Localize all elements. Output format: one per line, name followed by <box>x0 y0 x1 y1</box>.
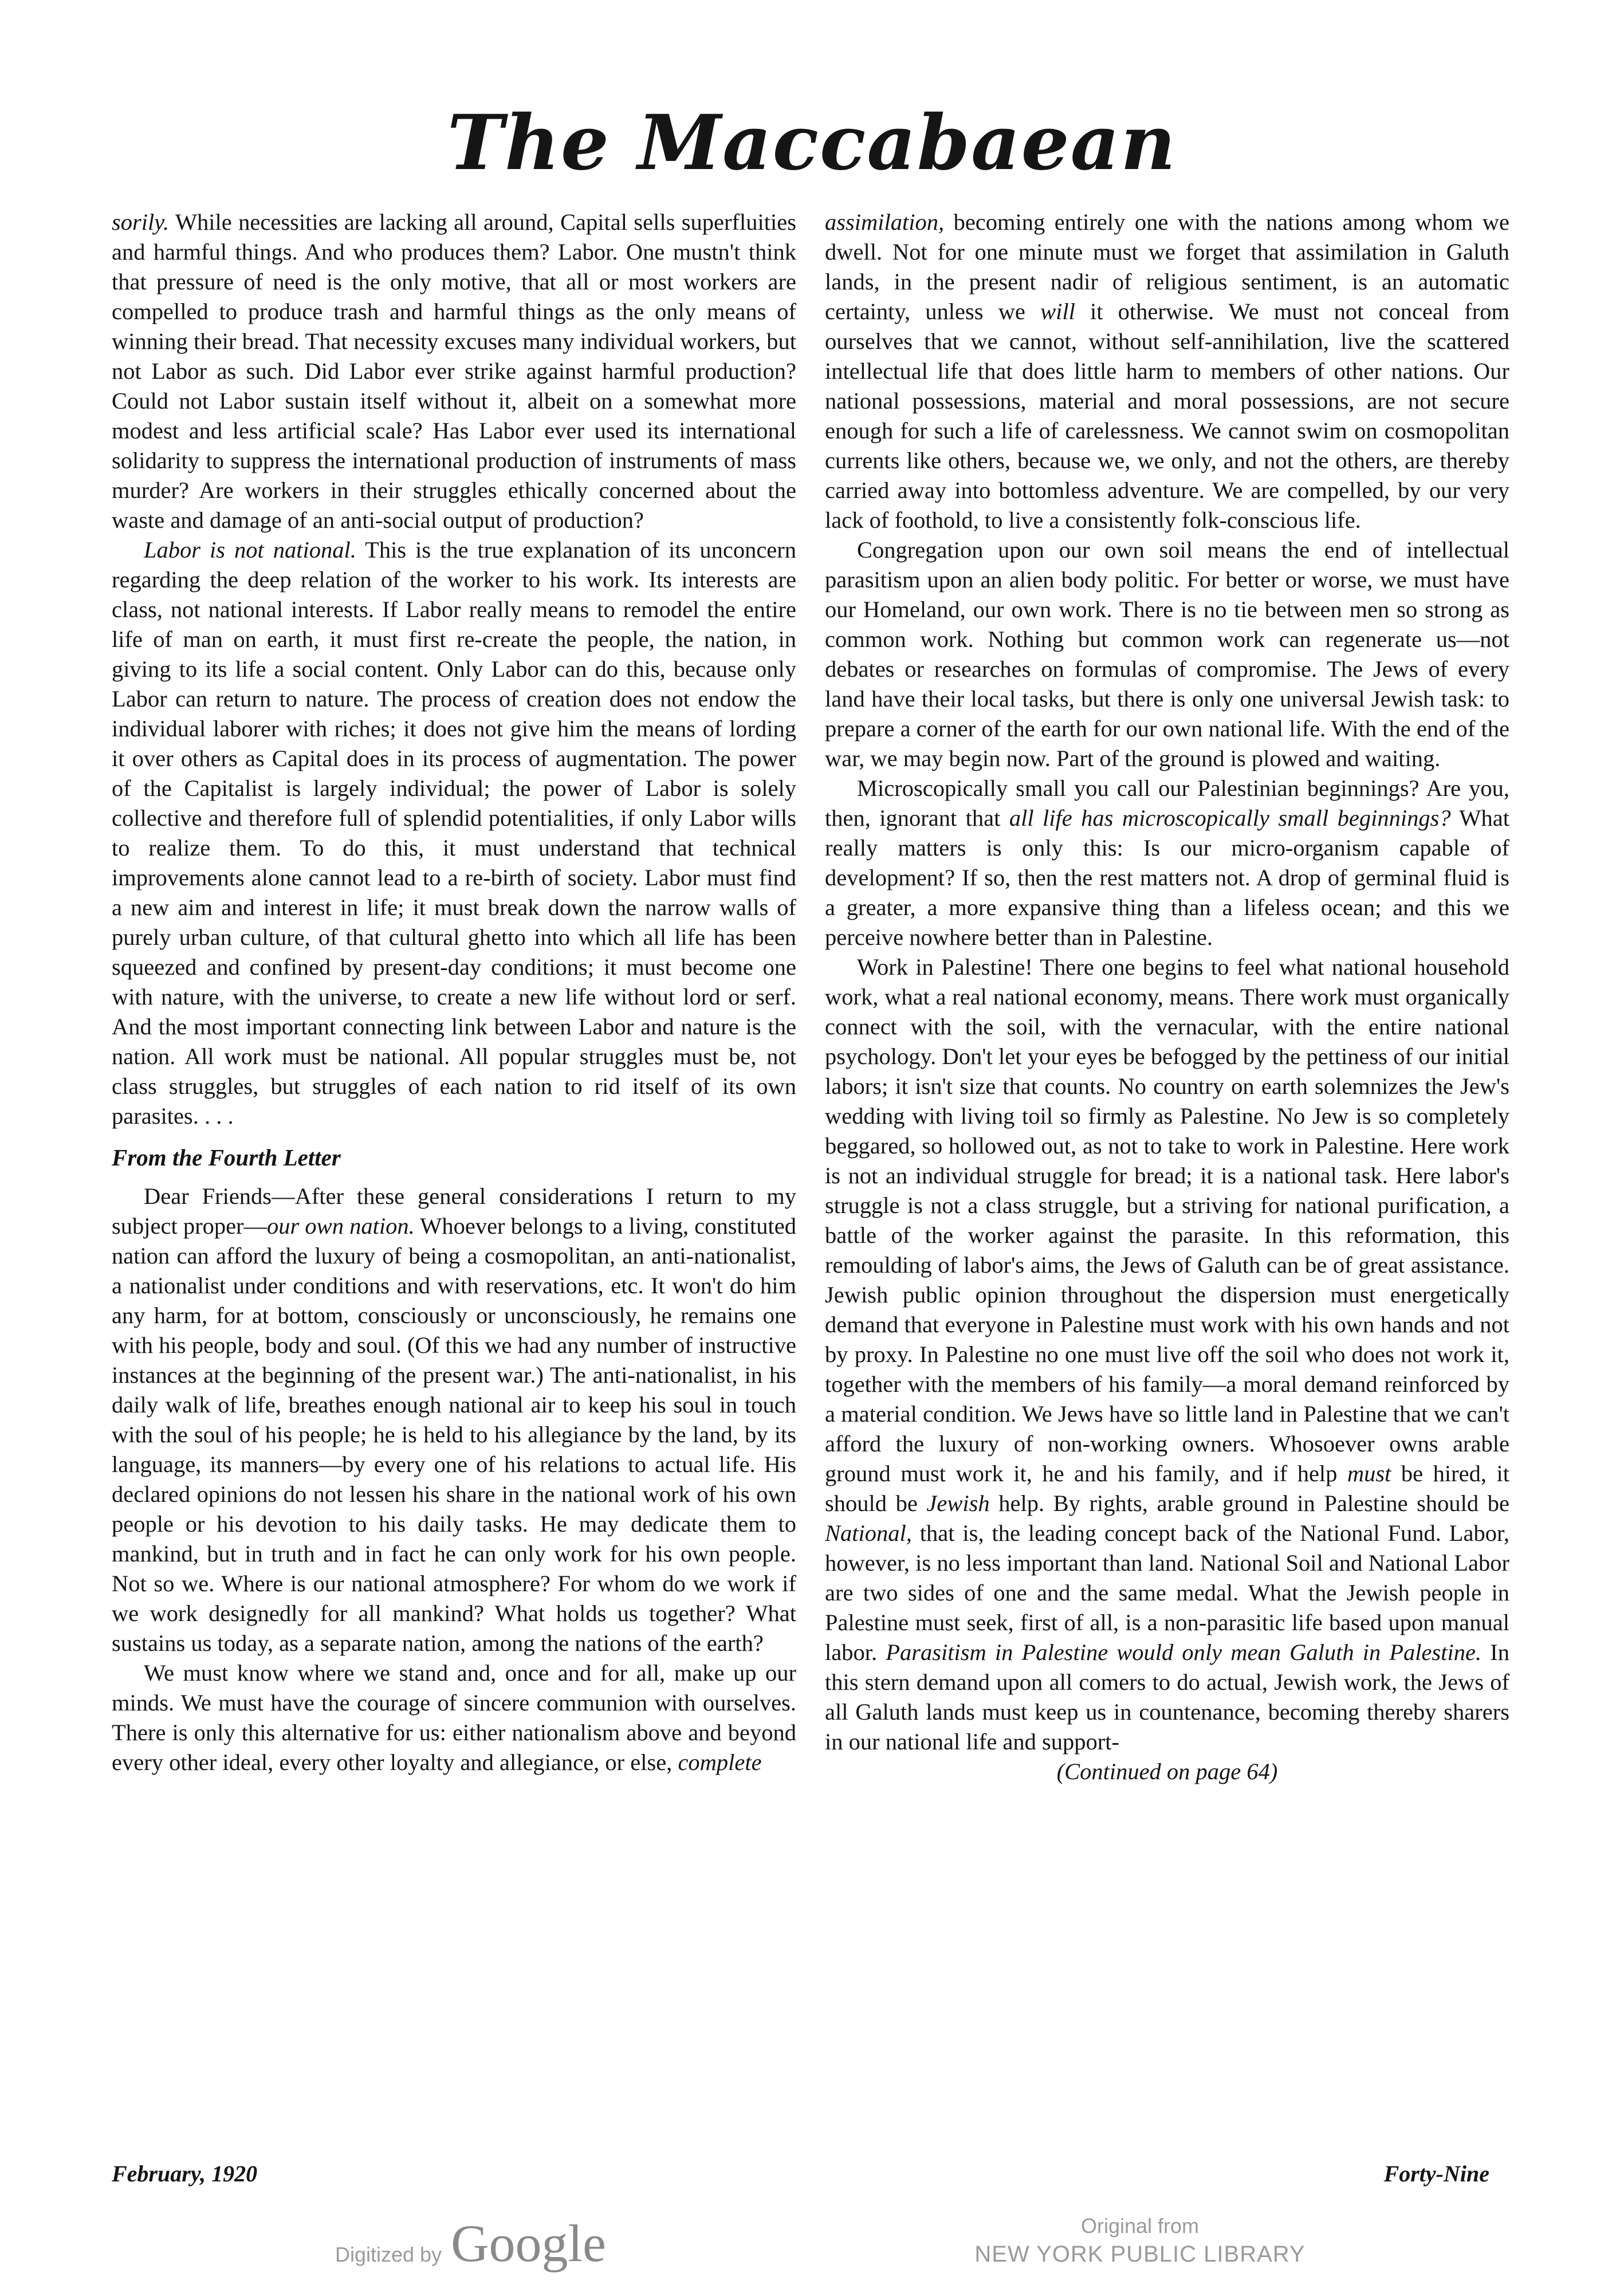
italic-text: complete <box>678 1749 762 1775</box>
paragraph-text: We must know where we stand and, once and for all, make up our minds. We must have the courage of sincere communion with ourselves. There is only this alternative for us: either nationalism above and beyond every other ideal, every other loyalty and allegiance, or else, <box>112 1660 796 1775</box>
paragraph-text: Work in Palestine! There one begins to feel what national household work, what a real national economy, means. There work must organically connect with the soil, with the vernacular, with the entire national psychology. Don't let your eyes be befogged by the pettiness of our initial labors; it isn't size that counts. No country on earth solemnizes the Jew's wedding with living toil so firmly as Palestine. No Jew is so completely beggared, so hollowed out, as not to take to work in Palestine. Here work is not an individual struggle for bread; it is a national task. Here labor's struggle is not a class struggle, but a striving for national purification, a battle of the worker against the parasite. In this reformation, this remoulding of labor's aims, the Jews of Galuth can be of great assistance. Jewish public opinion throughout the dispersion must energetically demand that everyone in Palestine must work with his own hands and not by proxy. In Palestine no one must live off the soil who does not work it, together with the members of his family—a moral demand reinforced by a material condition. We Jews have so little land in Palestine that we can't afford the luxury of non-working owners. Whosoever owns arable ground must work it, he and his family, and if help <box>825 954 1509 1486</box>
paragraph-text: be hired, it should be <box>825 1461 1509 1516</box>
paragraph-text: becoming entirely one with the nations among whom we dwell. Not for one minute must we forget that assimilation in Galuth lands, in the present nadir of religious sentiment, is an automatic certainty, unless we <box>825 209 1509 324</box>
italic-text: assimilation, <box>825 209 945 235</box>
section-heading: From the Fourth Letter <box>112 1144 341 1171</box>
page-number: Forty-Nine <box>1383 2161 1489 2187</box>
left-column <box>112 207 796 2127</box>
paragraph-text: What really matters is only this: Is our micro-organism capable of development? If so, then the rest matters not. A drop of germinal fluid is a greater, a more expansive thing than a lifeless ocean; and this we perceive nowhere better than in Palestine. <box>825 805 1509 950</box>
italic-text: Jewish <box>926 1490 990 1516</box>
italic-text: all life has microscopically small beginnings? <box>1009 805 1451 831</box>
paragraph-text: Whoever belongs to a living, constituted nation can afford the luxury of being a cosmopolitan, an anti-nationalist, a nationalist under conditions and with reservations, etc. It won't do him any harm, for at bottom, consciously or unconsciously, he remains one with his people, body and soul. (Of this we had any number of instructive instances at the beginning of the present war.) The anti-nationalist, in his daily walk of life, breathes enough national air to keep his soul in touch with the soul of his people; he is held to his allegiance by the land, by its language, its manners—by every one of his relations to actual life. His declared opinions do not lessen his share in the national work of his own people or his devotion to his daily tasks. He may dedicate them to mankind, but in truth and in fact he can only work for his own people. Not so we. Where is our national atmosphere? For whom do we work if we work designedly for all mankind? What holds us together? What sustains us today, as a separate nation, among the nations of the earth? <box>112 1213 796 1656</box>
google-logo: Google <box>451 2214 606 2273</box>
paragraph-text: This is the true explanation of its unconcern regarding the deep relation of the worker to his work. Its interests are class, not national interests. If Labor really means to remodel the entire life of man on earth, it must first re-create the people, the nation, in giving to its life a social content. Only Labor can do this, because only Labor can return to nature. The process of creation does not endow the individual laborer with riches; it does not give him the means of lording it over others as Capital does in its process of augmentation. The power of the Capitalist is largely individual; the power of Labor is solely collective and therefore full of splendid potentialities, if only Labor wills to realize them. To do this, it must understand that technical improvements alone cannot lead to a re-birth of society. Labor must find a new aim and interest in life; it must break down the narrow walls of purely urban culture, of that cultural ghetto into which all life has been squeezed and confined by present-day conditions; it must become one with nature, with the universe, to create a new life without lord or serf. And the most important connecting link between Labor and nature is the nation. All work must be national. All popular struggles must be, not class struggles, but struggles of each nation to rid itself of its own parasites. . . . <box>112 537 797 1129</box>
italic-text: Parasitism in Palestine would only mean Galuth in Palestine. <box>886 1639 1482 1665</box>
paragraph <box>825 952 1509 1757</box>
library-watermark <box>968 2213 1312 2269</box>
paragraph <box>825 774 1509 952</box>
italic-text: will <box>1040 299 1075 324</box>
italic-text: sorily. <box>112 209 170 235</box>
continued-note: (Continued on page 64) <box>1056 1759 1278 1784</box>
library-name: NEW YORK PUBLIC LIBRARY <box>974 2242 1306 2267</box>
original-from-text: Original from <box>1080 2214 1200 2238</box>
digitized-by-text: Digitized by <box>335 2243 442 2266</box>
paragraph-text: In this stern demand upon all comers to do actual, Jewish work, the Jews of all Galuth lands must keep us in countenance, becoming thereby sharers in our national life and support- <box>825 1639 1509 1755</box>
paragraph-text: help. By rights, arable ground in Palestine should be <box>989 1490 1509 1516</box>
digitized-watermark <box>335 2209 606 2272</box>
paragraph <box>112 207 796 535</box>
issue-date: February, 1920 <box>112 2161 258 2187</box>
paragraph <box>112 535 796 1131</box>
paragraph-text: Microscopically small you call our Palestinian beginnings? Are you, then, ignorant that <box>825 775 1509 831</box>
italic-text: must <box>1347 1461 1391 1486</box>
masthead-title: The Maccabaean <box>447 99 1177 187</box>
paragraph-text: Dear Friends—After these general considerations I return to my subject proper— <box>112 1183 796 1239</box>
paragraph: Congregation upon our own soil means the end of intellectual parasitism upon an alien body politic. For better or worse, we must have our Homeland, our own work. There is no tie between men so strong as common work. Nothing but common work can regenerate us—not debates or researches on formulas of compromise. The Jews of every land have their local tasks, but there is only one universal Jewish task: to prepare a corner of the earth for our own national life. With the end of the war, we may begin now. Part of the ground is plowed and waiting. <box>825 537 1509 771</box>
paragraph-text: While necessities are lacking all around, Capital sells superfluities and harmful things. And who produces them? Labor. One mustn't think that pressure of need is the only motive, that all or most workers are compelled to produce trash and harmful things as the only means of winning their bread. That necessity excuses many individual workers, but not Labor as such. Did Labor ever strike against harmful production? Could not Labor sustain itself without it, albeit on a somewhat more modest and less artificial scale? Has Labor ever used its international solidarity to suppress the international production of instruments of mass murder? Are workers in their struggles ethically concerned about the waste and damage of an anti-social output of production? <box>112 209 796 533</box>
right-column <box>825 207 1509 2127</box>
italic-text: our own nation. <box>267 1213 415 1239</box>
italic-text: Labor is not national. <box>144 537 356 563</box>
paragraph <box>112 1182 796 1658</box>
paragraph <box>112 1658 796 1777</box>
paragraph <box>825 207 1509 535</box>
paragraph-text: that is, the leading concept back of the National Fund. Labor, however, is no less important than land. National Soil and National Labor are two sides of one and the same medal. What the Jewish people in Palestine must seek, first of all, is a non-parasitic life based upon manual labor. <box>825 1520 1509 1665</box>
italic-text: National, <box>825 1520 912 1546</box>
paragraph-text: it otherwise. We must not conceal from ourselves that we cannot, without self-annihilation, live the scattered intellectual life that does little harm to members of other nations. Our national possessions, material and moral possessions, are not secure enough for such a life of carelessness. We cannot swim on cosmopolitan currents like others, because we, we only, and not the others, are thereby carried away into bottomless adventure. We are compelled, by our very lack of foothold, to live a consistently folk-conscious life. <box>825 299 1510 533</box>
